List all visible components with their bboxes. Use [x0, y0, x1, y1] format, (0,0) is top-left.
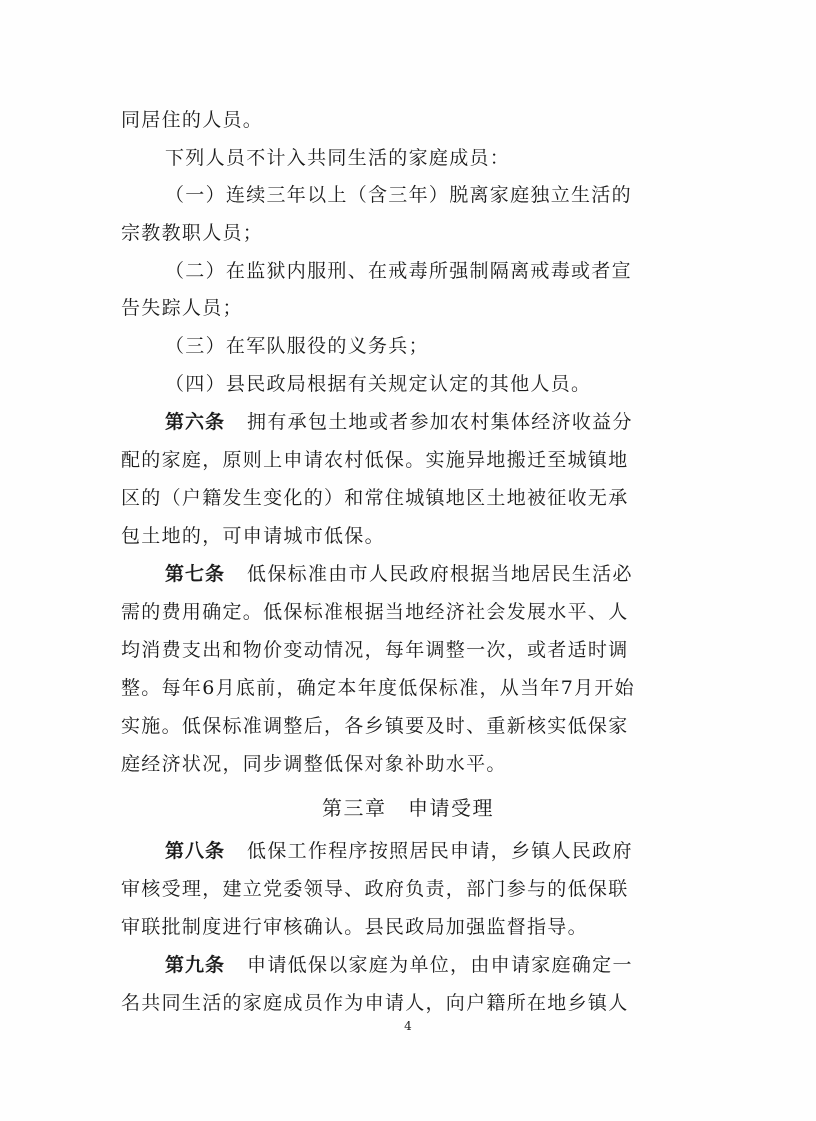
- article-9-label: 第九条: [165, 954, 226, 976]
- article-7-line-5: 实施。低保标准调整后，各乡镇要及时、重新核实低保家: [121, 715, 629, 737]
- article-7-line-3: 均消费支出和物价变动情况，每年调整一次，或者适时调: [121, 639, 629, 661]
- article-8-line-1: 第八条 低保工作程序按照居民申请，乡镇人民政府: [165, 840, 633, 862]
- text-line-item-4: （四）县民政局根据有关规定认定的其他人员。: [165, 373, 592, 395]
- page-number: 4: [404, 1019, 412, 1033]
- article-6-line-3: 区的（户籍发生变化的）和常住城镇地区土地被征收无承: [121, 487, 629, 509]
- text-line-item-2: （二）在监狱内服刑、在戒毒所强制隔离戒毒或者宣: [165, 260, 632, 282]
- article-6-line-2: 配的家庭，原则上申请农村低保。实施异地搬迁至城镇地: [121, 449, 629, 471]
- text-line-continuation: 同居住的人员。: [121, 109, 264, 131]
- article-8-label: 第八条: [165, 840, 226, 862]
- article-6-line-4: 包土地的，可申请城市低保。: [121, 525, 385, 547]
- article-8-line-3: 审联批制度进行审核确认。县民政局加强监督指导。: [121, 916, 588, 938]
- article-9-line-1: 第九条 申请低保以家庭为单位，由申请家庭确定一: [165, 954, 633, 976]
- article-6-line-1: 第六条 拥有承包土地或者参加农村集体经济收益分: [165, 411, 633, 433]
- text-line-item-1-cont: 宗教教职人员；: [121, 222, 264, 244]
- article-7-line-6: 庭经济状况，同步调整低保对象补助水平。: [121, 753, 507, 775]
- article-7-line-4: 整。每年6月底前，确定本年度低保标准，从当年7月开始: [121, 677, 635, 699]
- text-line-members-intro: 下列人员不计入共同生活的家庭成员：: [165, 147, 511, 169]
- article-6-label: 第六条: [165, 411, 226, 433]
- article-7-line-1: 第七条 低保标准由市人民政府根据当地居民生活必: [165, 563, 633, 585]
- text-line-item-3: （三）在军队服役的义务兵；: [165, 335, 429, 357]
- article-7-label: 第七条: [165, 563, 226, 585]
- article-8-line-2: 审核受理，建立党委领导、政府负责，部门参与的低保联: [121, 878, 629, 900]
- text-line-item-1: （一）连续三年以上（含三年）脱离家庭独立生活的: [165, 184, 632, 206]
- article-7-line-2: 需的费用确定。低保标准根据当地经济社会发展水平、人: [121, 601, 629, 623]
- chapter-heading: 第三章 申请受理: [322, 796, 494, 820]
- text-line-item-2-cont: 告失踪人员；: [121, 297, 243, 319]
- article-9-line-2: 名共同生活的家庭成员作为申请人，向户籍所在地乡镇人: [121, 992, 629, 1014]
